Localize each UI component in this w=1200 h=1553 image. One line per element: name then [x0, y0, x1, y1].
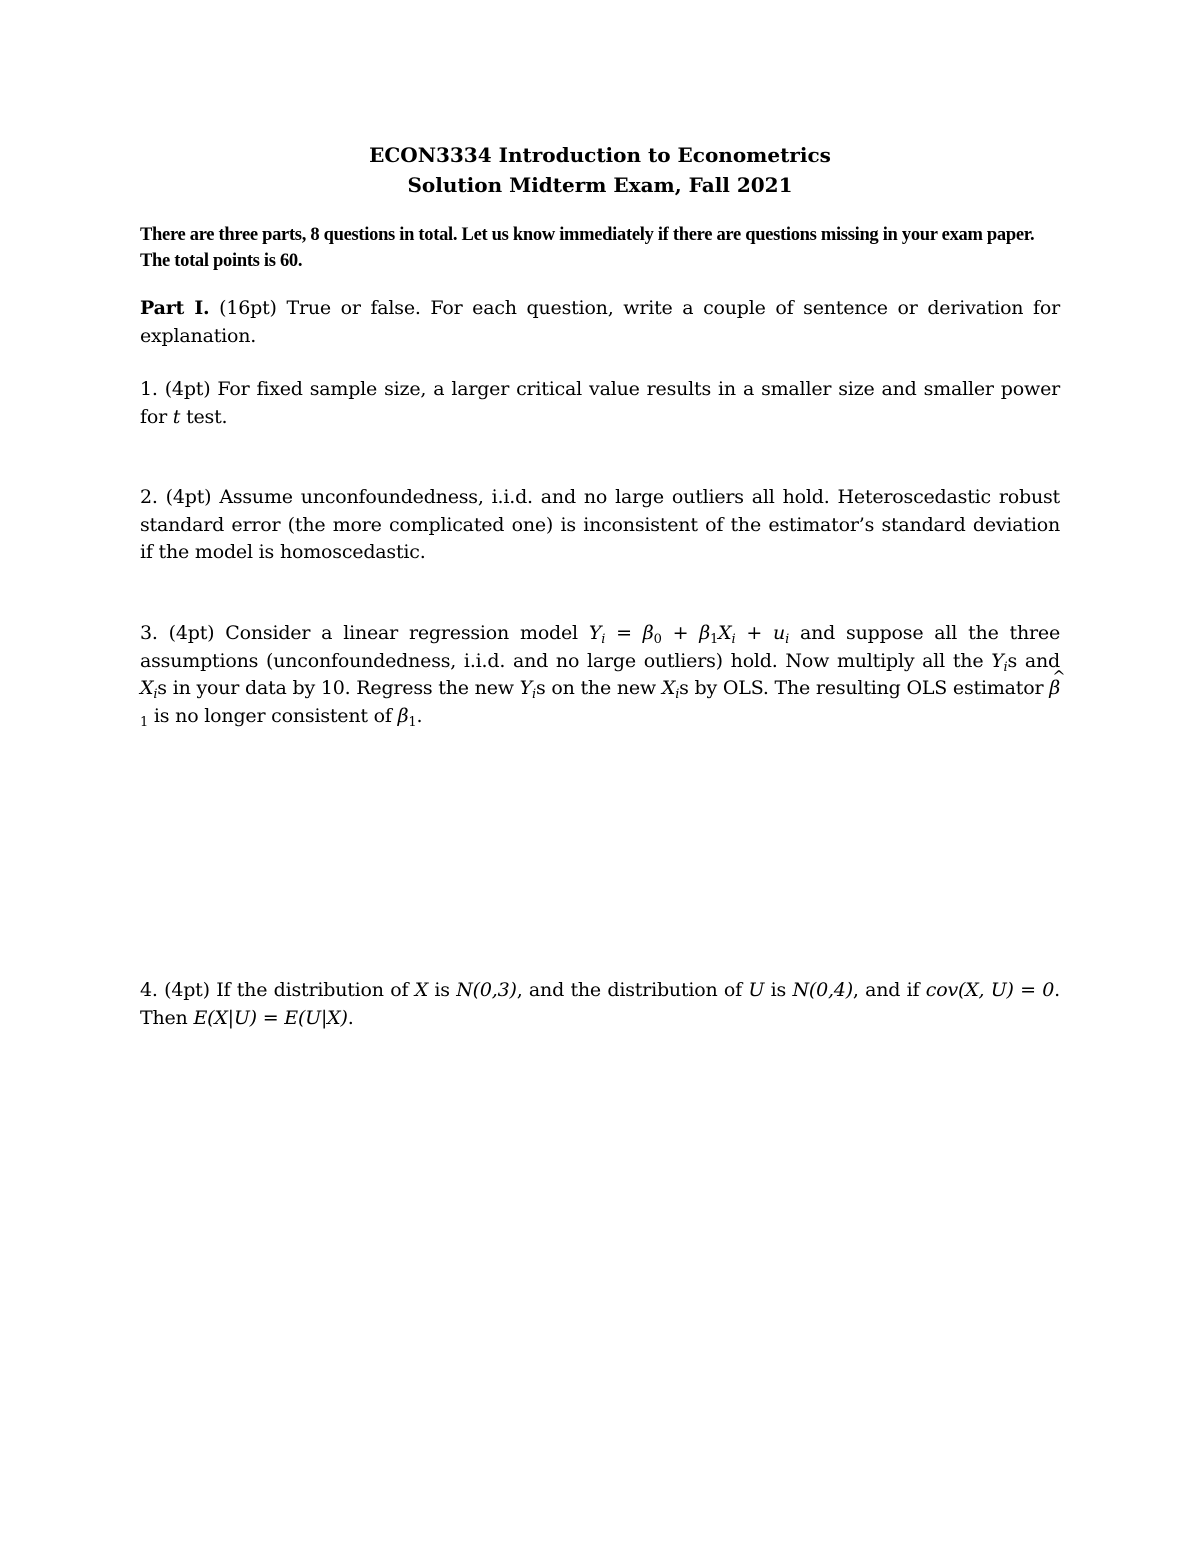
question-1 — [140, 376, 1060, 431]
question-1-text-end: test. — [180, 405, 228, 428]
question-3-text: s on the new — [535, 677, 662, 699]
question-3 — [140, 620, 1060, 730]
course-title: ECON3334 Introduction to Econometrics — [369, 143, 831, 167]
question-3-text: and suppose all the three assumptions (unconfoundedness, i.i.d. and no large outliers) hold. Now multiply all the — [140, 622, 1061, 672]
sub-i: i — [532, 687, 536, 702]
question-4-text: . Then — [140, 979, 1061, 1029]
sub-i: i — [153, 687, 158, 702]
question-3-text-end: . — [416, 704, 423, 727]
title-block — [0, 140, 1200, 200]
question-4-text: 4. (4pt) If the distribution of — [140, 979, 415, 1001]
exam-instructions: There are three parts, 8 questions in total. Let us know immediately if there are questions missing in your exam paper. The total points is 60. — [140, 225, 1035, 271]
question-4-text: , and if — [852, 979, 926, 1001]
plus-sign: + — [661, 622, 700, 644]
question-4 — [140, 977, 1060, 1032]
var-Yi — [519, 677, 536, 702]
sub-i: i — [731, 632, 736, 647]
sub-1: 1 — [710, 632, 719, 647]
question-3-text: s by OLS. The resulting OLS estimator — [679, 677, 1050, 699]
var-Yi — [991, 649, 1008, 675]
question-4-text: is — [428, 979, 457, 1001]
exam-title: Solution Midterm Exam, Fall 2021 — [407, 173, 793, 197]
model-equation — [588, 622, 790, 647]
var-beta-hat: ^ β — [1049, 675, 1060, 703]
distribution-X: N(0,3) — [456, 979, 517, 1001]
covariance-expr: cov(X, U) = 0 — [925, 979, 1055, 1001]
part-1-label: Part I. — [140, 297, 210, 319]
var-u: u — [773, 622, 786, 644]
question-3-text: 3. (4pt) Consider a linear regression model — [140, 622, 589, 644]
part-1-heading — [140, 295, 1060, 350]
question-3-text: is no longer consistent of — [148, 704, 398, 727]
var-Xi — [140, 677, 158, 702]
var-beta1: β — [699, 622, 711, 644]
var-X: X — [140, 677, 154, 699]
question-3-text: s and — [1007, 649, 1060, 672]
question-2: 2. (4pt) Assume unconfoundedness, i.i.d. and no large outliers all hold. Heteroscedastic robust standard error (the more complicated one) is inconsistent of the estimator’s standard deviation if the model is homoscedastic. — [140, 486, 1060, 563]
question-4-text-end: . — [347, 1006, 354, 1029]
question-3-text: s in your data by 10. Regress the new — [157, 677, 520, 699]
sub-i: i — [785, 632, 790, 647]
var-U: U — [748, 979, 765, 1001]
distribution-U: N(0,4) — [792, 979, 853, 1001]
var-Y: Y — [519, 677, 532, 699]
eq-sign: = — [605, 622, 643, 644]
sub-i: i — [1003, 659, 1008, 675]
var-X: X — [718, 622, 732, 644]
sub-i: i — [675, 687, 680, 702]
sub-1: 1 — [408, 714, 417, 730]
var-beta1 — [397, 704, 417, 730]
var-beta: β — [397, 704, 409, 727]
conditional-expectation-expr: E(X|U) = E(U|X) — [193, 1006, 348, 1029]
var-X: X — [661, 677, 676, 699]
var-Y: Y — [991, 649, 1004, 672]
math-t: t — [172, 405, 181, 428]
var-beta0: β — [642, 622, 654, 644]
sub-1: 1 — [140, 714, 149, 730]
var-Y: Y — [588, 622, 602, 644]
sub-0: 0 — [653, 632, 662, 647]
plus-sign: + — [735, 622, 774, 644]
question-4-text: is — [764, 979, 793, 1001]
var-Xi — [661, 677, 680, 702]
sub-i: i — [601, 632, 606, 647]
var-X: X — [414, 979, 429, 1001]
question-4-text: , and the distribution of — [516, 979, 749, 1001]
part-1-text: (16pt) True or false. For each question, write a couple of sentence or derivation for explanation. — [140, 297, 1061, 347]
question-1-text: 1. (4pt) For fixed sample size, a larger critical value results in a smaller size and smaller power for — [140, 378, 1060, 428]
